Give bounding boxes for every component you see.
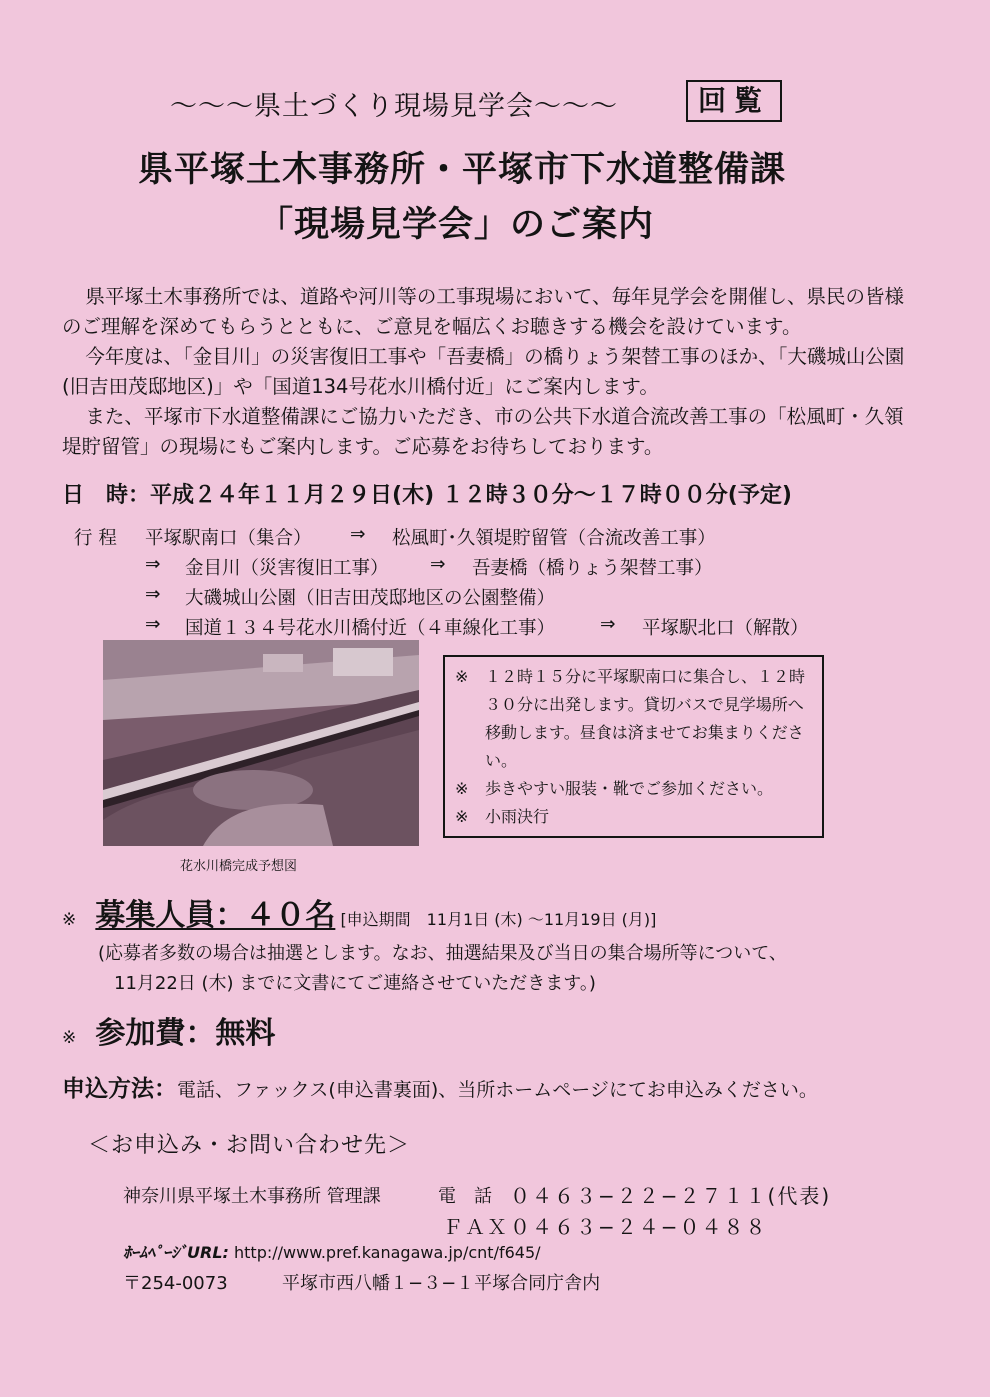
fax-label: ＦＡＸ xyxy=(443,1215,509,1239)
notes-box xyxy=(443,655,824,838)
method-text: 電話、ファックス(申込書裏面)、当所ホームページにてお申込みください。 xyxy=(177,1079,818,1101)
application-method xyxy=(62,1070,818,1103)
note-text-1: １２時１５分に平塚駅南口に集合し、１２時３０分に出発します。貸切バスで見学場所へ移動します。昼食は済ませてお集まりください。 xyxy=(485,667,806,770)
itinerary-stop-6: 国道１３４号花水川橋付近（４車線化工事） xyxy=(185,618,556,639)
title-event: 「現場見学会」のご案内 xyxy=(258,205,655,245)
arrow-icon: ⇒ xyxy=(145,554,161,575)
intro-paragraph-3: また、平塚市下水道整備課にご協力いただき、市の公共下水道合流改善工事の「松風町・久領堤貯留管」の現場にもご案内します。ご応募をお待ちしております。 xyxy=(62,405,904,458)
event-series-subtitle: 〜〜〜県土づくり現場見学会〜〜〜 xyxy=(170,91,618,122)
note-text-3: 小雨決行 xyxy=(485,807,550,826)
recruitment-section xyxy=(62,890,656,934)
arrow-icon: ⇒ xyxy=(145,614,161,635)
photo-caption: 花水川橋完成予想図 xyxy=(180,859,298,874)
contact-heading: ＜お申込み・お問い合わせ先＞ xyxy=(88,1133,411,1158)
reference-mark-icon: ※ xyxy=(62,910,77,930)
tel-label: 電 話 xyxy=(438,1186,492,1207)
intro-text xyxy=(62,282,912,462)
reference-mark-icon: ※ xyxy=(455,807,469,826)
tel-number: ０４６３−２２−２７１１(代表) xyxy=(510,1184,832,1208)
note-text-2: 歩きやすい服装・靴でご参加ください。 xyxy=(485,779,774,798)
homepage-url-row xyxy=(123,1240,541,1263)
reference-mark-icon: ※ xyxy=(62,1028,77,1048)
contact-office: 神奈川県平塚土木事務所 管理課 xyxy=(123,1186,381,1207)
participation-fee: 参加費：無料 xyxy=(95,1016,276,1051)
note-item xyxy=(455,775,812,803)
fee-section xyxy=(62,1008,275,1052)
arrow-icon: ⇒ xyxy=(430,554,446,575)
note-item xyxy=(455,803,812,831)
arrow-icon: ⇒ xyxy=(145,584,161,605)
lottery-note-line-1: (応募者多数の場合は抽選とします。なお、抽選結果及び当日の集合場所等について、 xyxy=(98,943,787,964)
itinerary-label: 行 程 xyxy=(74,528,117,549)
homepage-url[interactable]: http://www.pref.kanagawa.jp/cnt/f645/ xyxy=(234,1243,541,1262)
itinerary-stop-5: 大磯城山公園（旧吉田茂邸地区の公園整備） xyxy=(185,588,556,609)
intro-paragraph-1: 県平塚土木事務所では、道路や河川等の工事現場において、毎年見学会を開催し、県民の皆様のご理解を深めてもらうとともに、ご意見を幅広くお聴きする機会を設けています。 xyxy=(62,285,905,338)
url-label: ﾎｰﾑﾍﾟｰｼﾞURL: xyxy=(123,1243,229,1262)
fax-number: ０４６３−２４−０４８８ xyxy=(510,1215,768,1239)
itinerary-stop-4: 吾妻橋（橋りょう架替工事） xyxy=(472,558,713,579)
datetime-label: 日 時： xyxy=(62,483,151,508)
itinerary-stop-1: 平塚駅南口（集合） xyxy=(145,528,312,549)
circulation-stamp: 回覧 xyxy=(686,80,782,122)
itinerary-stop-7: 平塚駅北口（解散） xyxy=(642,618,809,639)
application-period: [申込期間 11月1日 (木) 〜11月19日 (月)] xyxy=(340,910,657,929)
office-address: 平塚市西八幡１−３−１平塚合同庁舎内 xyxy=(282,1273,601,1294)
method-label: 申込方法： xyxy=(62,1076,177,1102)
arrow-icon: ⇒ xyxy=(350,524,366,545)
itinerary-stop-2: 松風町･久領堤貯留管（合流改善工事） xyxy=(392,528,716,549)
itinerary-stop-3: 金目川（災害復旧工事） xyxy=(185,558,389,579)
title-organizations: 県平塚土木事務所・平塚市下水道整備課 xyxy=(138,150,787,190)
reference-mark-icon: ※ xyxy=(455,667,469,686)
bridge-rendering-image xyxy=(103,640,419,846)
reference-mark-icon: ※ xyxy=(455,779,469,798)
arrow-icon: ⇒ xyxy=(600,614,616,635)
note-item xyxy=(455,663,812,775)
datetime-value: 平成２４年１１月２９日(木) １２時３０分〜１７時００分(予定) xyxy=(150,483,792,508)
recruitment-capacity: 募集人員：４０名 xyxy=(95,898,336,933)
event-datetime xyxy=(62,478,792,509)
itinerary-row-1 xyxy=(74,524,117,550)
lottery-note-line-2: 11月22日 (木) までに文書にてご連絡させていただきます。) xyxy=(114,973,596,994)
postal-code: 〒254-0073 xyxy=(123,1273,228,1294)
intro-paragraph-2: 今年度は、「金目川」の災害復旧工事や「吾妻橋」の橋りょう架替工事のほか、「大磯城山公園(旧吉田茂邸地区)」や「国道134号花水川橋付近」にご案内します。 xyxy=(62,345,905,398)
